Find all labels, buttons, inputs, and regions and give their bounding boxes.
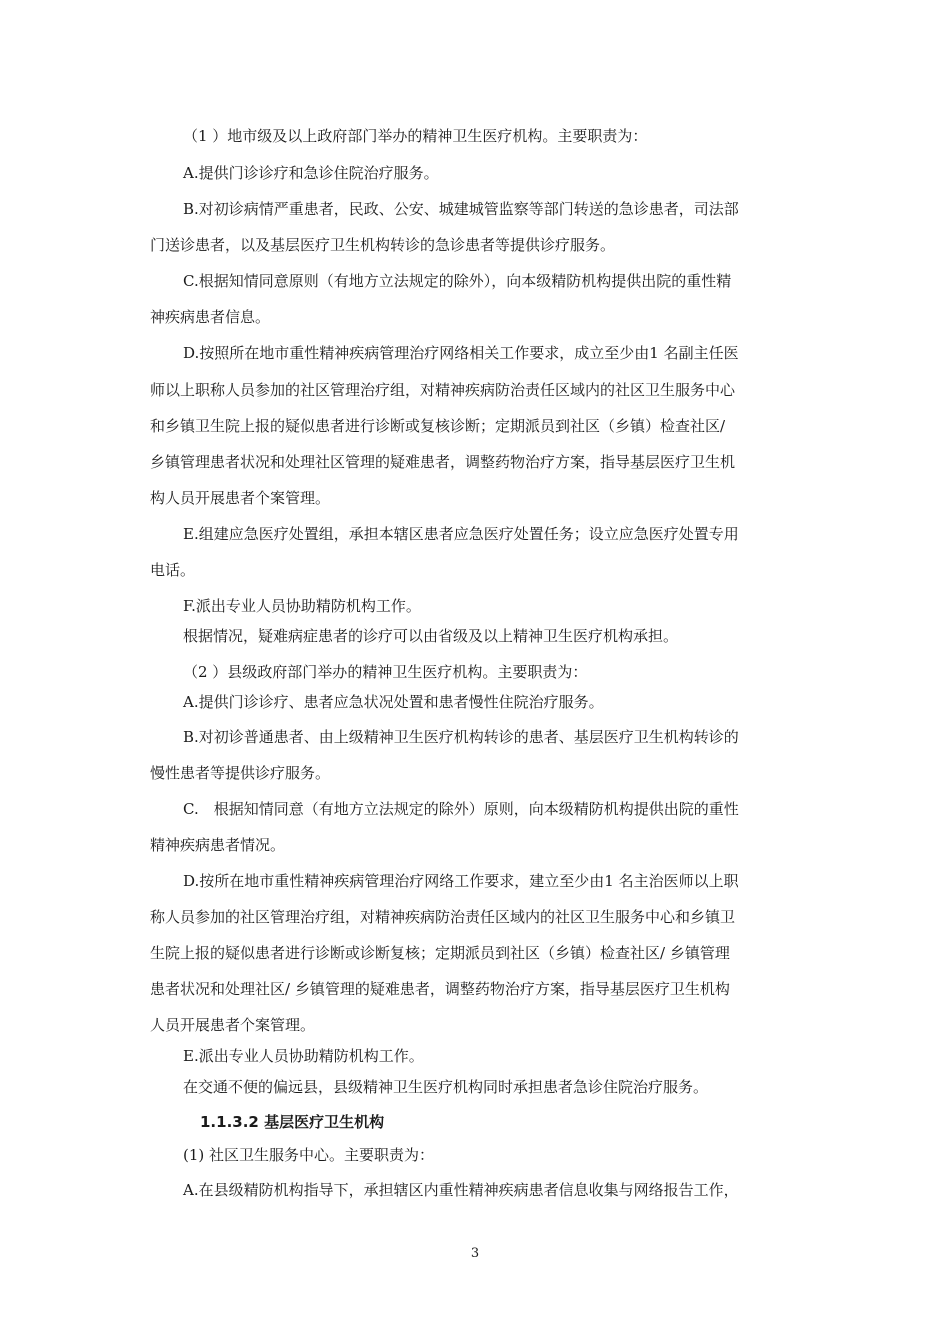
text-line: 构人员开展患者个案管理。 [150, 489, 331, 507]
text-line: A.提供门诊诊疗和急诊住院治疗服务。 [183, 164, 439, 182]
text-line: 神疾病患者信息。 [150, 308, 271, 326]
text-line: B.对初诊普通患者、由上级精神卫生医疗机构转诊的患者、基层医疗卫生机构转诊的 [183, 728, 739, 746]
text-line: 在交通不便的偏远县，县级精神卫生医疗机构同时承担患者急诊住院治疗服务。 [183, 1078, 709, 1096]
text-line: 慢性患者等提供诊疗服务。 [150, 764, 331, 782]
text-line: C. 根据知情同意（有地方立法规定的除外）原则，向本级精防机构提供出院的重性 [183, 800, 739, 818]
text-line: (1) 社区卫生服务中心。主要职责为： [183, 1146, 435, 1164]
text-line: 乡镇管理患者状况和处理社区管理的疑难患者，调整药物治疗方案，指导基层医疗卫生机 [150, 453, 736, 471]
section-heading: 1.1.3.2 基层医疗卫生机构 [200, 1113, 385, 1131]
text-line: 和乡镇卫生院上报的疑似患者进行诊断或复核诊断；定期派员到社区（乡镇）检查社区/ [150, 417, 726, 435]
text-line: 师以上职称人员参加的社区管理治疗组，对精神疾病防治责任区域内的社区卫生服务中心 [150, 381, 736, 399]
text-line: （1 ）地市级及以上政府部门举办的精神卫生医疗机构。主要职责为： [183, 127, 648, 145]
text-line: A.在县级精防机构指导下，承担辖区内重性精神疾病患者信息收集与网络报告工作， [183, 1181, 739, 1199]
page-number: 3 [470, 1246, 480, 1261]
text-line: 电话。 [150, 561, 196, 579]
text-line: E.派出专业人员协助精防机构工作。 [183, 1047, 424, 1065]
text-line: 称人员参加的社区管理治疗组，对精神疾病防治责任区域内的社区卫生服务中心和乡镇卫 [150, 908, 736, 926]
text-line: D.按照所在地市重性精神疾病管理治疗网络相关工作要求，成立至少由1 名副主任医 [183, 344, 739, 362]
text-line: 根据情况，疑难病症患者的诊疗可以由省级及以上精神卫生医疗机构承担。 [183, 627, 679, 645]
text-line: F.派出专业人员协助精防机构工作。 [183, 597, 421, 615]
text-line: 人员开展患者个案管理。 [150, 1016, 316, 1034]
text-line: C.根据知情同意原则（有地方立法规定的除外），向本级精防机构提供出院的重性精 [183, 272, 732, 290]
text-line: （2 ）县级政府部门举办的精神卫生医疗机构。主要职责为： [183, 663, 588, 681]
text-line: 患者状况和处理社区/ 乡镇管理的疑难患者，调整药物治疗方案，指导基层医疗卫生机构 [150, 980, 730, 998]
text-line: 门送诊患者，以及基层医疗卫生机构转诊的急诊患者等提供诊疗服务。 [150, 236, 616, 254]
text-line: B.对初诊病情严重患者，民政、公安、城建城管监察等部门转送的急诊患者，司法部 [183, 200, 739, 218]
text-line: D.按所在地市重性精神疾病管理治疗网络工作要求，建立至少由1 名主治医师以上职 [183, 872, 739, 890]
text-line: A.提供门诊诊疗、患者应急状况处置和患者慢性住院治疗服务。 [183, 693, 604, 711]
text-line: 生院上报的疑似患者进行诊断或诊断复核；定期派员到社区（乡镇）检查社区/ 乡镇管理 [150, 944, 730, 962]
text-line: E.组建应急医疗处置组，承担本辖区患者应急医疗处置任务；设立应急医疗处置专用 [183, 525, 739, 543]
text-line: 精神疾病患者情况。 [150, 836, 286, 854]
